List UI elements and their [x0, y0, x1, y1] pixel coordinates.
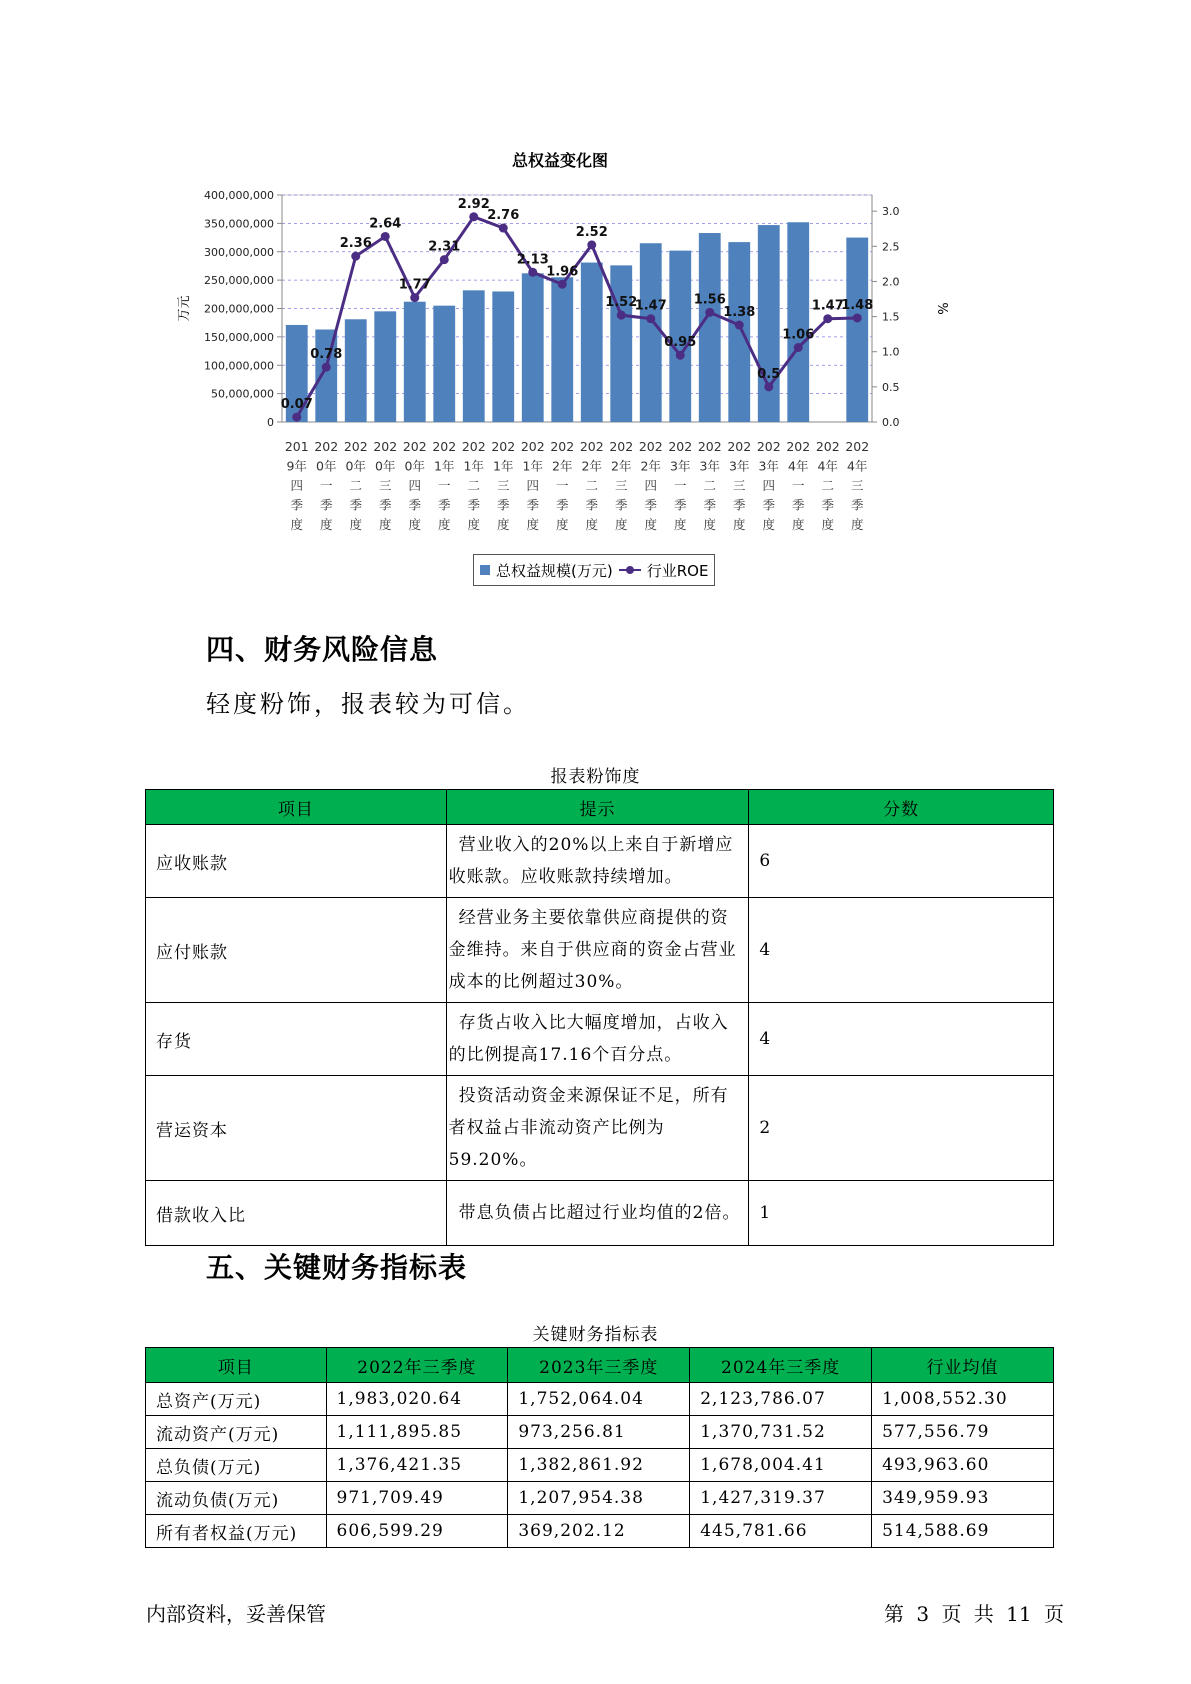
roe-data-label: 0.78 — [310, 347, 343, 363]
x-tick-label: 度 — [319, 517, 333, 532]
roe-point — [292, 413, 301, 422]
metric-value: 445,781.66 — [690, 1515, 872, 1548]
metrics-table-header — [146, 1348, 1054, 1383]
metric-name: 总负债(万元) — [146, 1449, 327, 1482]
risk-score: 1 — [749, 1181, 1054, 1246]
x-tick-label: 二 — [349, 478, 363, 493]
x-tick-label: 0年 — [404, 458, 425, 474]
roe-point — [853, 313, 862, 322]
metric-value: 349,959.93 — [872, 1482, 1054, 1515]
x-tick-label: 1年 — [522, 458, 543, 474]
table-row — [146, 1383, 1054, 1416]
x-tick-label: 3年 — [729, 458, 750, 474]
metric-value: 1,207,954.38 — [508, 1482, 690, 1515]
y2-tick-label: 2.0 — [882, 275, 900, 289]
roe-point — [735, 321, 744, 330]
table-row — [146, 1449, 1054, 1482]
metric-value: 1,008,552.30 — [872, 1383, 1054, 1416]
legend-bar-label: 总权益规模(万元) — [496, 561, 613, 580]
bar — [404, 302, 426, 422]
x-tick-label: 二 — [467, 478, 481, 493]
table-row — [146, 898, 1054, 1003]
x-tick-label: 1年 — [434, 458, 455, 474]
roe-point — [646, 314, 655, 323]
y-tick-label: 300,000,000 — [204, 245, 274, 259]
y2-tick-label: 0.5 — [882, 380, 900, 394]
x-tick-label: 0年 — [316, 458, 337, 474]
x-tick-label: 季 — [614, 497, 628, 513]
roe-data-label: 1.77 — [398, 277, 431, 293]
x-tick-label: 201 — [284, 439, 309, 454]
x-tick-label: 2年 — [552, 458, 573, 474]
bar — [581, 263, 603, 422]
risk-hint: 带息负债占比超过行业均值的2倍。 — [446, 1181, 749, 1246]
risk-score: 2 — [749, 1076, 1054, 1181]
table-row — [146, 1482, 1054, 1515]
x-tick-label: 202 — [520, 439, 545, 454]
x-tick-label: 度 — [703, 517, 717, 532]
risk-summary: 轻度粉饰，报表较为可信。 — [206, 690, 530, 718]
x-tick-label: 季 — [673, 497, 687, 513]
table-row — [146, 1515, 1054, 1548]
roe-point — [794, 343, 803, 352]
metric-value: 1,382,861.92 — [508, 1449, 690, 1482]
x-tick-label: 度 — [378, 517, 392, 532]
bar — [610, 265, 632, 422]
metrics-header-2023q3: 2023年三季度 — [508, 1348, 690, 1383]
x-tick-label: 四 — [290, 478, 304, 493]
roe-data-label: 1.56 — [693, 292, 726, 308]
x-tick-label: 度 — [585, 517, 599, 532]
roe-data-label: 1.48 — [841, 297, 874, 313]
metric-value: 973,256.81 — [508, 1416, 690, 1449]
bar — [492, 291, 514, 422]
y2-tick-label: 1.0 — [882, 345, 900, 359]
roe-data-label: 1.06 — [782, 327, 815, 343]
metric-value: 1,983,020.64 — [326, 1383, 508, 1416]
table-row — [146, 1181, 1054, 1246]
roe-point — [823, 314, 832, 323]
x-tick-label: 季 — [791, 497, 805, 513]
risk-hint: 投资活动资金来源保证不足，所有者权益占非流动资产比例为59.20%。 — [446, 1076, 749, 1181]
roe-point — [322, 363, 331, 372]
metric-value: 369,202.12 — [508, 1515, 690, 1548]
footer-page-number: 第 3 页 共 11 页 — [884, 1602, 1064, 1626]
roe-data-label: 2.13 — [516, 252, 549, 268]
x-tick-label: 202 — [579, 439, 604, 454]
risk-hint: 存货占收入比大幅度增加，占收入的比例提高17.16个百分点。 — [446, 1003, 749, 1076]
roe-point — [558, 280, 567, 289]
x-tick-label: 二 — [821, 478, 835, 493]
risk-hint: 营业收入的20%以上来自于新增应收账款。应收账款持续增加。 — [446, 825, 749, 898]
risk-score: 6 — [749, 825, 1054, 898]
x-tick-label: 202 — [786, 439, 811, 454]
metric-value: 1,427,319.37 — [690, 1482, 872, 1515]
y-tick-label: 0 — [267, 416, 274, 429]
bar — [522, 273, 544, 422]
roe-data-label: 0.95 — [664, 335, 697, 351]
x-tick-label: 度 — [821, 517, 835, 532]
metrics-header-2022q3: 2022年三季度 — [326, 1348, 508, 1383]
x-tick-label: 0年 — [345, 458, 366, 474]
roe-point — [764, 382, 773, 391]
roe-data-label: 1.38 — [723, 305, 756, 321]
roe-point — [469, 212, 478, 221]
y2-tick-label: 2.5 — [882, 240, 900, 254]
roe-point — [351, 252, 360, 261]
bar — [846, 238, 868, 422]
metrics-table-caption: 关键财务指标表 — [532, 1325, 659, 1345]
x-tick-label: 四 — [408, 478, 422, 493]
x-tick-label: 202 — [491, 439, 516, 454]
x-tick-label: 202 — [609, 439, 634, 454]
table-row — [146, 1416, 1054, 1449]
x-tick-label: 202 — [815, 439, 840, 454]
x-tick-label: 202 — [845, 439, 870, 454]
table-row — [146, 825, 1054, 898]
risk-table-caption: 报表粉饰度 — [550, 767, 641, 787]
x-tick-label: 季 — [644, 497, 658, 513]
equity-chart — [160, 140, 960, 600]
bar — [374, 311, 396, 422]
x-tick-label: 三 — [496, 478, 510, 493]
risk-table-header — [146, 790, 1054, 825]
bar — [433, 306, 455, 422]
x-tick-label: 202 — [668, 439, 693, 454]
x-tick-label: 季 — [555, 497, 569, 513]
x-tick-label: 2年 — [611, 458, 632, 474]
x-tick-label: 202 — [550, 439, 575, 454]
metric-name: 所有者权益(万元) — [146, 1515, 327, 1548]
metrics-table — [145, 1347, 1054, 1548]
y-tick-label: 100,000,000 — [204, 359, 274, 373]
x-tick-label: 202 — [697, 439, 722, 454]
y-tick-label: 150,000,000 — [204, 330, 274, 344]
y-axis-title: 万元 — [177, 295, 192, 322]
x-tick-label: 2年 — [640, 458, 661, 474]
x-tick-label: 一 — [319, 478, 333, 493]
x-tick-label: 度 — [526, 517, 540, 532]
roe-point — [381, 232, 390, 241]
x-tick-label: 度 — [732, 517, 746, 532]
risk-item: 应付账款 — [146, 898, 447, 1003]
risk-score: 4 — [749, 1003, 1054, 1076]
x-tick-label: 度 — [408, 517, 422, 532]
table-row — [146, 1003, 1054, 1076]
x-tick-label: 季 — [821, 497, 835, 513]
risk-header-score: 分数 — [749, 790, 1054, 825]
bar — [640, 243, 662, 422]
x-tick-label: 3年 — [758, 458, 779, 474]
x-tick-label: 202 — [461, 439, 486, 454]
roe-point — [587, 240, 596, 249]
x-tick-label: 季 — [526, 497, 540, 513]
metrics-header-industry-avg: 行业均值 — [872, 1348, 1054, 1383]
x-tick-label: 季 — [319, 497, 333, 513]
x-tick-label: 2年 — [581, 458, 602, 474]
x-tick-label: 度 — [555, 517, 569, 532]
bar — [463, 290, 485, 422]
x-tick-label: 三 — [614, 478, 628, 493]
x-tick-label: 二 — [585, 478, 599, 493]
roe-data-label: 1.96 — [546, 264, 579, 280]
x-tick-label: 度 — [614, 517, 628, 532]
x-tick-label: 4年 — [817, 458, 838, 474]
roe-point — [499, 224, 508, 233]
x-tick-label: 202 — [343, 439, 368, 454]
chart-title: 总权益变化图 — [511, 151, 608, 170]
x-tick-label: 三 — [850, 478, 864, 493]
y-tick-label: 350,000,000 — [204, 217, 274, 231]
x-tick-label: 季 — [437, 497, 451, 513]
roe-point — [676, 351, 685, 360]
x-tick-label: 202 — [727, 439, 752, 454]
metric-name: 流动资产(万元) — [146, 1416, 327, 1449]
risk-table — [145, 789, 1054, 1246]
y-tick-label: 200,000,000 — [204, 302, 274, 316]
x-tick-label: 4年 — [788, 458, 809, 474]
risk-item: 借款收入比 — [146, 1181, 447, 1246]
metrics-header-2024q3: 2024年三季度 — [690, 1348, 872, 1383]
metric-name: 流动负债(万元) — [146, 1482, 327, 1515]
y2-tick-label: 1.5 — [882, 310, 900, 324]
x-tick-label: 季 — [290, 497, 304, 513]
x-tick-label: 202 — [402, 439, 427, 454]
bar — [728, 242, 750, 422]
y-tick-label: 250,000,000 — [204, 274, 274, 288]
roe-data-label: 0.07 — [280, 397, 313, 413]
metric-value: 971,709.49 — [326, 1482, 508, 1515]
x-tick-label: 度 — [644, 517, 658, 532]
table-row — [146, 1076, 1054, 1181]
footer-confidential: 内部资料，妥善保管 — [146, 1602, 326, 1626]
roe-point — [705, 308, 714, 317]
x-tick-label: 四 — [762, 478, 776, 493]
x-tick-label: 度 — [791, 517, 805, 532]
x-tick-label: 季 — [732, 497, 746, 513]
roe-data-label: 2.36 — [339, 236, 372, 252]
chart-legend — [473, 554, 715, 586]
metric-name: 总资产(万元) — [146, 1383, 327, 1416]
bar — [699, 233, 721, 422]
x-tick-label: 一 — [555, 478, 569, 493]
metric-value: 1,111,895.85 — [326, 1416, 508, 1449]
x-tick-label: 季 — [349, 497, 363, 513]
roe-data-label: 2.31 — [428, 239, 461, 255]
section-heading-metrics: 五、关键财务指标表 — [206, 1251, 468, 1284]
x-tick-label: 季 — [703, 497, 717, 513]
x-tick-label: 季 — [467, 497, 481, 513]
x-tick-label: 3年 — [670, 458, 691, 474]
x-tick-label: 度 — [290, 517, 304, 532]
bar — [551, 277, 573, 422]
metric-value: 1,370,731.52 — [690, 1416, 872, 1449]
roe-data-label: 2.64 — [369, 216, 402, 232]
bar — [787, 222, 809, 422]
x-tick-label: 一 — [673, 478, 687, 493]
roe-data-label: 2.76 — [487, 208, 520, 224]
roe-point — [528, 268, 537, 277]
metric-value: 1,752,064.04 — [508, 1383, 690, 1416]
x-tick-label: 一 — [791, 478, 805, 493]
risk-item: 存货 — [146, 1003, 447, 1076]
x-tick-label: 度 — [437, 517, 451, 532]
x-tick-label: 1年 — [493, 458, 514, 474]
x-tick-label: 季 — [496, 497, 510, 513]
metric-value: 493,963.60 — [872, 1449, 1054, 1482]
x-tick-label: 二 — [703, 478, 717, 493]
x-tick-label: 度 — [850, 517, 864, 532]
risk-hint: 经营业务主要依靠供应商提供的资金维持。来自于供应商的资金占营业成本的比例超过30%。 — [446, 898, 749, 1003]
metric-value: 2,123,786.07 — [690, 1383, 872, 1416]
metrics-header-item: 项目 — [146, 1348, 327, 1383]
x-tick-label: 度 — [673, 517, 687, 532]
risk-header-item: 项目 — [146, 790, 447, 825]
x-tick-label: 三 — [378, 478, 392, 493]
x-tick-label: 4年 — [847, 458, 868, 474]
x-tick-label: 度 — [762, 517, 776, 532]
metric-value: 514,588.69 — [872, 1515, 1054, 1548]
roe-point — [440, 255, 449, 264]
x-tick-label: 季 — [850, 497, 864, 513]
x-tick-label: 9年 — [286, 458, 307, 474]
bar — [345, 319, 367, 422]
x-tick-label: 202 — [373, 439, 398, 454]
x-tick-label: 度 — [496, 517, 510, 532]
y-tick-label: 50,000,000 — [211, 387, 274, 401]
roe-data-label: 2.92 — [457, 196, 490, 212]
x-tick-label: 季 — [762, 497, 776, 513]
y2-axis-title: % — [934, 302, 949, 315]
x-tick-label: 3年 — [699, 458, 720, 474]
x-tick-label: 季 — [585, 497, 599, 513]
roe-data-label: 1.47 — [634, 298, 667, 314]
x-tick-label: 四 — [526, 478, 540, 493]
x-tick-label: 一 — [437, 478, 451, 493]
legend-line-swatch — [619, 565, 641, 575]
metric-value: 606,599.29 — [326, 1515, 508, 1548]
x-tick-label: 1年 — [463, 458, 484, 474]
roe-point — [410, 293, 419, 302]
x-tick-label: 0年 — [375, 458, 396, 474]
roe-point — [617, 311, 626, 320]
x-tick-label: 202 — [756, 439, 781, 454]
roe-data-label: 1.47 — [811, 298, 844, 314]
x-tick-label: 202 — [638, 439, 663, 454]
risk-header-hint: 提示 — [446, 790, 749, 825]
risk-score: 4 — [749, 898, 1054, 1003]
risk-item: 营运资本 — [146, 1076, 447, 1181]
y2-tick-label: 3.0 — [882, 205, 900, 219]
bar — [758, 225, 780, 422]
y-tick-label: 400,000,000 — [204, 189, 274, 202]
x-tick-label: 季 — [378, 497, 392, 513]
metric-value: 577,556.79 — [872, 1416, 1054, 1449]
x-tick-label: 四 — [644, 478, 658, 493]
y2-tick-label: 0.0 — [882, 416, 900, 429]
roe-data-label: 0.5 — [757, 366, 781, 382]
x-tick-label: 202 — [314, 439, 339, 454]
metric-value: 1,678,004.41 — [690, 1449, 872, 1482]
x-tick-label: 度 — [467, 517, 481, 532]
section-heading-risk: 四、财务风险信息 — [206, 633, 439, 666]
x-tick-label: 202 — [432, 439, 457, 454]
legend-bar-swatch — [480, 565, 490, 575]
roe-data-label: 2.52 — [575, 224, 608, 240]
x-tick-label: 度 — [349, 517, 363, 532]
x-tick-label: 季 — [408, 497, 422, 513]
risk-item: 应收账款 — [146, 825, 447, 898]
chart-canvas — [160, 140, 960, 600]
legend-line-label: 行业ROE — [646, 561, 709, 580]
metric-value: 1,376,421.35 — [326, 1449, 508, 1482]
roe-data-label: 1.52 — [605, 295, 638, 311]
x-tick-label: 三 — [732, 478, 746, 493]
